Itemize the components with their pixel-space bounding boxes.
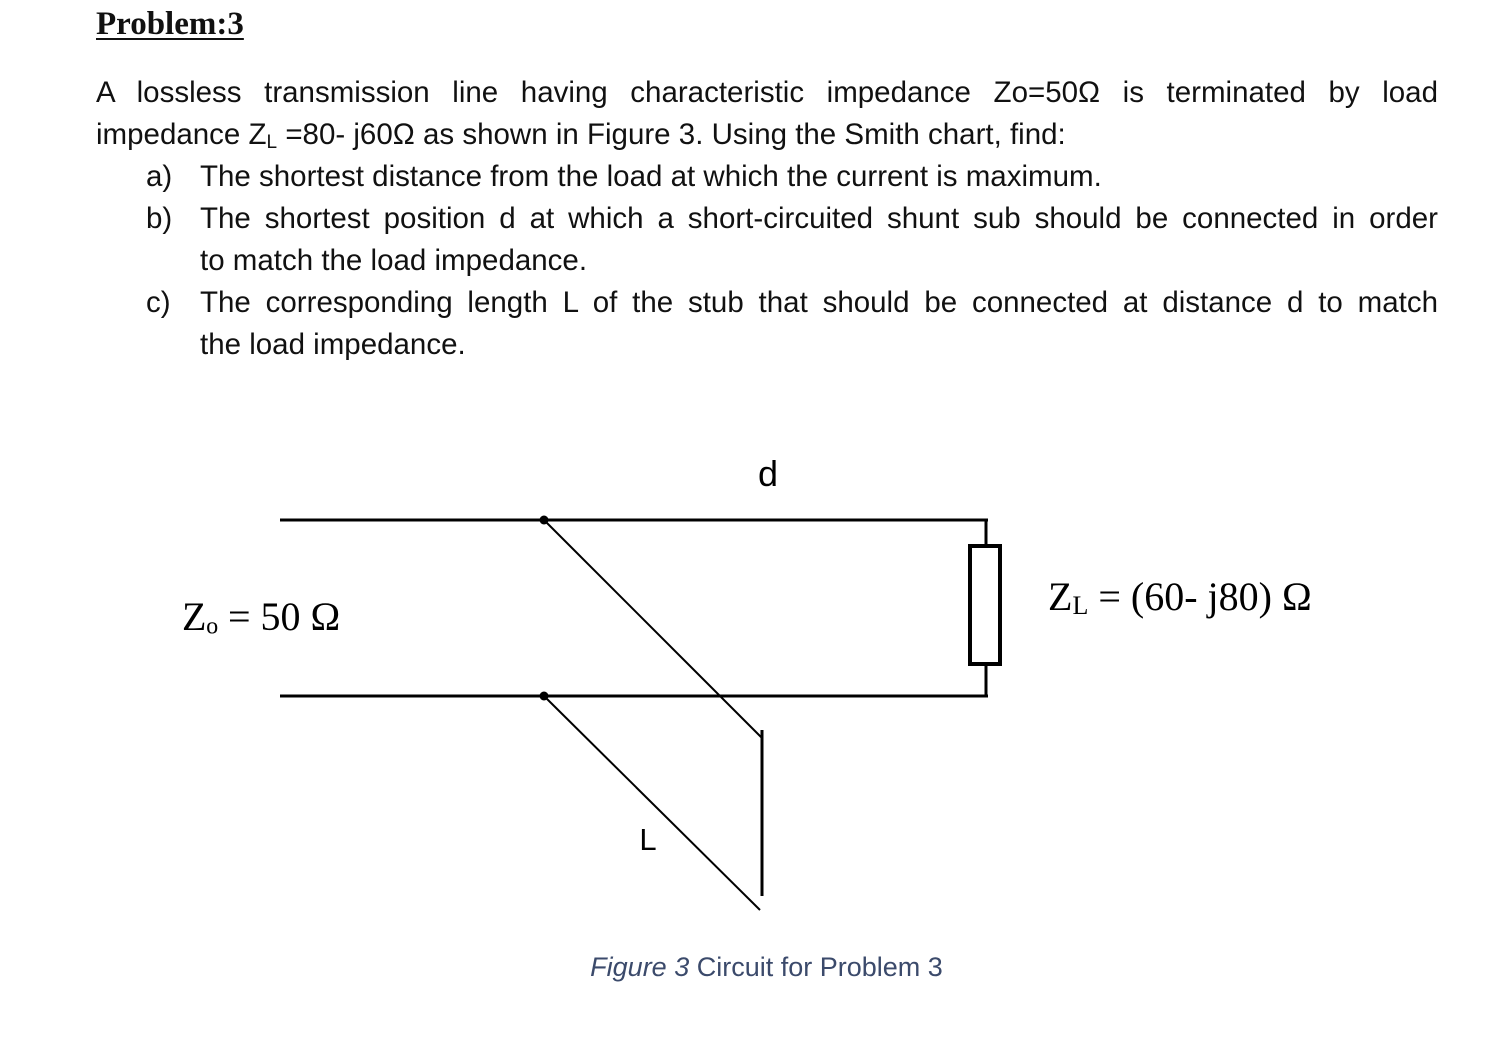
load-impedance-value: = (60- j80) Ω (1088, 574, 1312, 619)
question-text: The shortest distance from the load at which the current is maximum. (200, 160, 1102, 193)
stub-upper-line (544, 520, 762, 738)
problem-title: Problem:3 (96, 6, 244, 42)
question-text-line-2: to match the load impedance. (200, 244, 588, 277)
load-resistor (970, 546, 1000, 664)
question-text-line-2: the load impedance. (200, 328, 466, 361)
question-marker: a) (146, 160, 173, 193)
question-text-line-1: The shortest position d at which a short-circuited shunt sub should be connected in order (200, 202, 1438, 235)
question-marker: c) (146, 286, 171, 319)
load-subscript: L (266, 132, 278, 153)
statement-line-2-pre: impedance Z (96, 118, 267, 151)
question-marker: b) (146, 202, 173, 235)
characteristic-impedance-label: Zₒ = 50 Ω (182, 594, 341, 639)
stub-length-label: L (639, 822, 657, 857)
stub-lower-line (544, 696, 760, 910)
load-impedance-label (1048, 574, 1312, 620)
load-impedance-prefix: Z (1048, 574, 1073, 619)
statement-line-1: A lossless transmission line having characteristic impedance Zo=50Ω is terminated by load (96, 76, 1438, 109)
caption-text: Circuit for Problem 3 (689, 952, 943, 982)
question-text-line-1: The corresponding length L of the stub that should be connected at distance d to match (200, 286, 1438, 319)
load-impedance-subscript: L (1072, 591, 1089, 620)
figure-caption (0, 952, 1487, 983)
statement-line-2-post: =80- j60Ω as shown in Figure 3. Using the Smith chart, find: (277, 118, 1066, 151)
distance-label: d (757, 453, 779, 494)
figure-reference: Figure 3 (590, 952, 690, 982)
